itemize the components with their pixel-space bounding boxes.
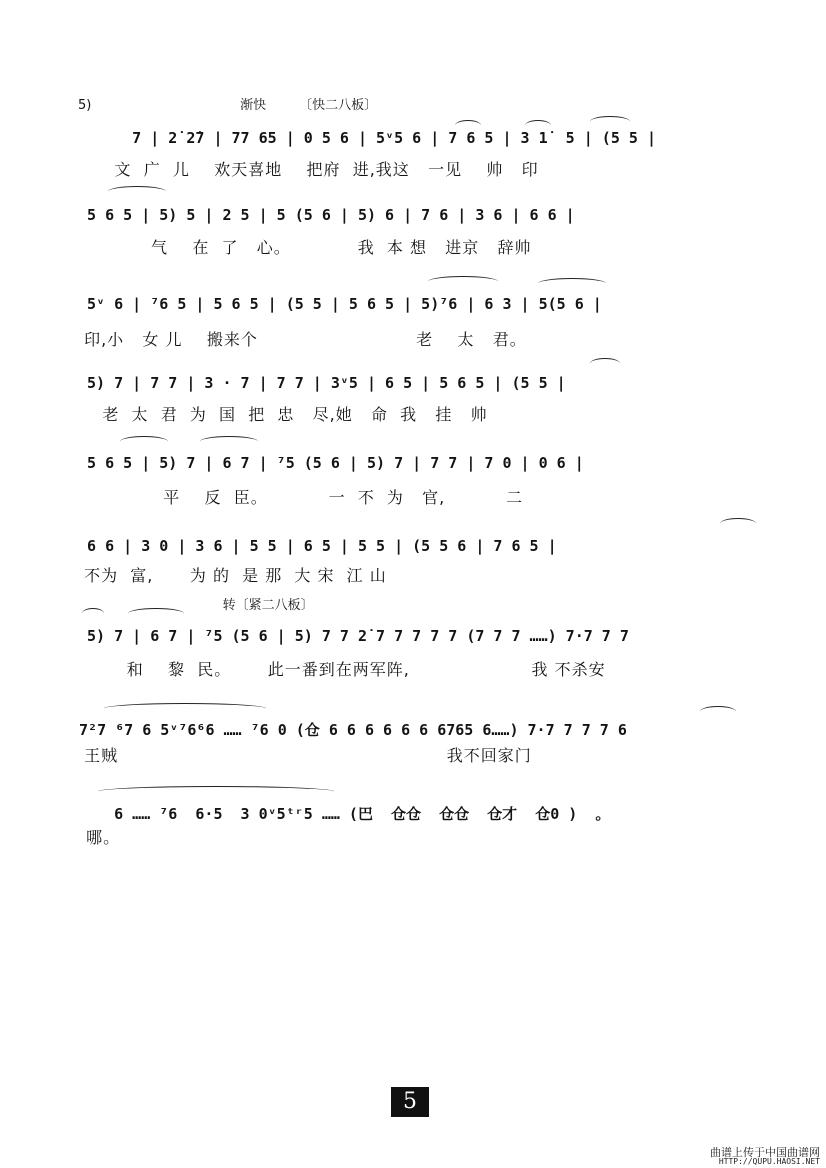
row-2-lyrics: 气 在 了 心。 我 本 想 进京 辞帅 bbox=[78, 238, 532, 257]
slur bbox=[700, 706, 736, 717]
row-7-lyrics: 和 黎 民。 此一番到在两军阵, 我 不杀安 bbox=[78, 660, 606, 679]
row-4-notes: 5) 7 | 7 7 | 3 · 7 | 7 7 | 3ᵛ5 | 6 5 | 5 6 5 | (5 5 | bbox=[78, 374, 566, 392]
slur bbox=[428, 276, 498, 287]
row-5-lyrics: 平 反 臣。 一 不 为 官, 二 bbox=[78, 488, 524, 507]
row-7-annotation: 转〔紧二八板〕 bbox=[78, 598, 314, 613]
row-3-notes: 5ᵛ 6 | ⁷6 5 | 5 6 5 | (5 5 | 5 6 5 | 5)⁷6 | 6 3 | 5(5 6 | bbox=[78, 295, 602, 313]
row-5-notes: 5 6 5 | 5) 7 | 6 7 | ⁷5 (5 6 | 5) 7 | 7 7 | 7 0 | 0 6 | bbox=[78, 454, 584, 472]
row-2-notes: 5 6 5 | 5) 5 | 2 5 | 5 (5 6 | 5) 6 | 7 6 | 3 6 | 6 6 | bbox=[78, 206, 575, 224]
slur bbox=[98, 786, 334, 797]
row-1-lyrics: 文 广 儿 欢天喜地 把府 进,我这 一见 帅 印 bbox=[78, 160, 539, 179]
slur bbox=[538, 278, 606, 289]
page-number: 5 bbox=[391, 1087, 429, 1117]
row-9-lyrics: 哪。 bbox=[80, 828, 121, 847]
footer-site-name: 曲谱上传于中国曲谱网 bbox=[710, 1146, 820, 1159]
row-6-notes: 6 6 | 3 0 | 3 6 | 5 5 | 6 5 | 5 5 | (5 5 6 | 7 6 5 | bbox=[78, 537, 557, 555]
slur bbox=[200, 436, 258, 447]
row-8-lyrics: 王贼 我不回家门 bbox=[78, 746, 532, 765]
row-1-annotation: 5) 渐快 〔快二八板〕 bbox=[78, 98, 378, 113]
slur bbox=[128, 608, 184, 619]
row-6-lyrics: 不为 富, 为 的 是 那 大 宋 江 山 bbox=[78, 566, 387, 585]
slur bbox=[590, 116, 630, 127]
slur bbox=[720, 518, 756, 529]
slur bbox=[82, 608, 104, 619]
footer-site-url: HTTP://QUPU.HAOSI.NET bbox=[718, 1157, 820, 1166]
row-4-lyrics: 老 太 君 为 国 把 忠 尽,她 命 我 挂 帅 bbox=[78, 405, 488, 424]
row-9-notes: 6 …… ⁷6 6·5 3 0ᵛ5ᵗʳ5 …… (巴 仓仓 仓仓 仓才 仓0 ) 。 bbox=[78, 805, 611, 823]
slur bbox=[455, 120, 481, 131]
row-8-notes: 7²7 ⁶7 6 5ᵛ⁷6⁶6 …… ⁷6 0 (仓 6 6 6 6 6 6 6765 6……) 7·7 7 7 7 6 bbox=[70, 721, 627, 739]
slur bbox=[120, 436, 168, 447]
slur bbox=[108, 186, 166, 197]
row-7-notes: 5) 7 | 6 7 | ⁷5 (5 6 | 5) 7 7 2̇ 7 7 7 7 7 (7 7 7 ……) 7·7 7 7 bbox=[78, 627, 629, 645]
slur bbox=[104, 703, 266, 714]
row-3-lyrics: 印,小 女 儿 搬来个 老 太 君。 bbox=[78, 330, 527, 349]
slur bbox=[590, 358, 620, 369]
slur bbox=[525, 120, 551, 131]
row-1-notes: 7 | 2̇ 2̇7 | 77 65 | 0 5 6 | 5ᵛ5 6 | 7 6 5 | 3 1̇ 5 | (5 5 | bbox=[78, 129, 656, 147]
